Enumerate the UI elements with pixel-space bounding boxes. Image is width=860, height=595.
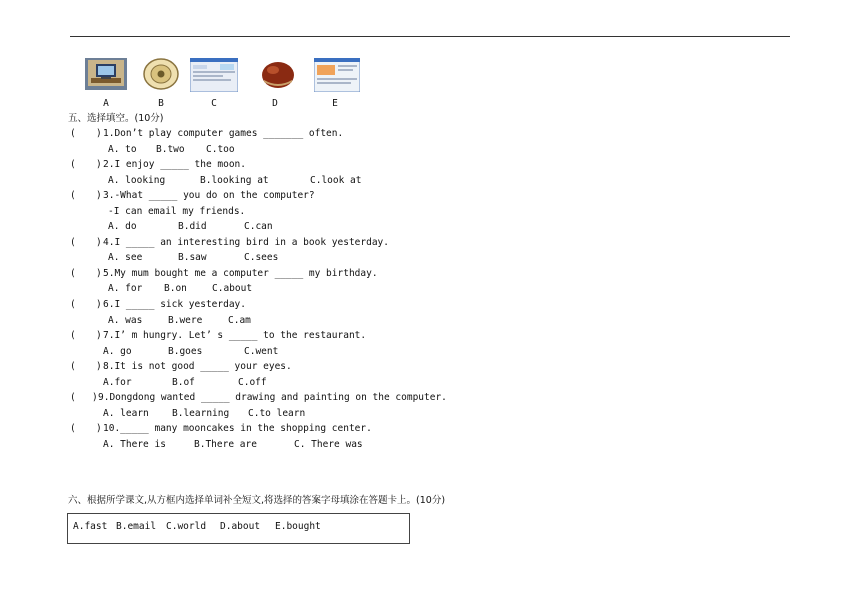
- option-c: C.to learn: [248, 408, 306, 419]
- option-c: C.can: [244, 221, 273, 232]
- answer-paren-close: ): [92, 392, 98, 403]
- answer-paren-open: (: [70, 330, 76, 341]
- answer-paren-close: ): [96, 128, 102, 139]
- option-b: B.goes: [168, 346, 203, 357]
- word-bank-box: [67, 513, 410, 544]
- mooncake-icon: [142, 58, 180, 93]
- option-a: A. looking: [108, 175, 166, 186]
- option-b: B.There are: [194, 439, 257, 450]
- option-c: C.went: [244, 346, 279, 357]
- question-stem-line2: -I can email my friends.: [108, 206, 246, 217]
- question-stem: 5.My mum bought me a computer _____ my birthday.: [103, 268, 378, 279]
- question-stem: 2.I enjoy _____ the moon.: [103, 159, 246, 170]
- word-option: B.email: [116, 521, 157, 532]
- section6-title: 六、根据所学课文,从方框内选择单词补全短文,将选择的答案字母填涂在答题卡上。(10分): [68, 495, 446, 506]
- picture-letter-c: C: [211, 98, 217, 109]
- header-rule: [70, 36, 790, 37]
- option-a: A. go: [103, 346, 132, 357]
- web-page-icon: [190, 58, 238, 95]
- option-a: A.for: [103, 377, 132, 388]
- option-c: C.look at: [310, 175, 362, 186]
- option-c: C. There was: [294, 439, 363, 450]
- option-a: A. to: [108, 144, 137, 155]
- option-a: A. see: [108, 252, 143, 263]
- option-c: C.about: [212, 283, 253, 294]
- answer-paren-open: (: [70, 159, 76, 170]
- answer-paren-open: (: [70, 128, 76, 139]
- option-b: B.on: [164, 283, 187, 294]
- option-b: B.looking at: [200, 175, 269, 186]
- answer-paren-open: (: [70, 190, 76, 201]
- answer-paren-close: ): [96, 237, 102, 248]
- question-stem: 8.It is not good _____ your eyes.: [103, 361, 292, 372]
- option-b: B.of: [172, 377, 195, 388]
- word-option: A.fast: [73, 521, 108, 532]
- option-b: B.two: [156, 144, 185, 155]
- option-c: C.too: [206, 144, 235, 155]
- option-b: B.did: [178, 221, 207, 232]
- answer-paren-open: (: [70, 268, 76, 279]
- answer-paren-close: ): [96, 423, 102, 434]
- answer-paren-open: (: [70, 361, 76, 372]
- question-stem: 3.-What _____ you do on the computer?: [103, 190, 315, 201]
- picture-letter-a: A: [103, 98, 109, 109]
- picture-letter-b: B: [158, 98, 164, 109]
- answer-paren-open: (: [70, 299, 76, 310]
- picture-letter-d: D: [272, 98, 278, 109]
- chestnut-icon: [260, 58, 296, 93]
- word-option: E.bought: [275, 521, 321, 532]
- computer-desk-icon: [85, 58, 127, 93]
- section5-title: 五、选择填空。(10分): [68, 113, 164, 124]
- question-stem: 4.I _____ an interesting bird in a book yesterday.: [103, 237, 389, 248]
- answer-paren-open: (: [70, 423, 76, 434]
- question-stem: 10._____ many mooncakes in the shopping center.: [103, 423, 372, 434]
- option-b: B.saw: [178, 252, 207, 263]
- answer-paren-close: ): [96, 190, 102, 201]
- word-option: C.world: [166, 521, 207, 532]
- answer-paren-close: ): [96, 330, 102, 341]
- option-a: A. for: [108, 283, 143, 294]
- picture-letter-e: E: [332, 98, 338, 109]
- question-stem: 9.Dongdong wanted _____ drawing and painting on the computer.: [98, 392, 447, 403]
- web-page-icon: [314, 58, 360, 95]
- option-c: C.am: [228, 315, 251, 326]
- answer-paren-close: ): [96, 268, 102, 279]
- option-a: A. do: [108, 221, 137, 232]
- answer-paren-close: ): [96, 159, 102, 170]
- answer-paren-open: (: [70, 237, 76, 248]
- option-c: C.sees: [244, 252, 279, 263]
- option-b: B.learning: [172, 408, 230, 419]
- option-a: A. There is: [103, 439, 166, 450]
- answer-paren-close: ): [96, 299, 102, 310]
- word-option: D.about: [220, 521, 261, 532]
- option-c: C.off: [238, 377, 267, 388]
- answer-paren-close: ): [96, 361, 102, 372]
- question-stem: 7.I’ m hungry. Let’ s _____ to the restaurant.: [103, 330, 367, 341]
- option-a: A. was: [108, 315, 143, 326]
- option-b: B.were: [168, 315, 203, 326]
- question-stem: 1.Don’t play computer games _______ often.: [103, 128, 344, 139]
- question-stem: 6.I _____ sick yesterday.: [103, 299, 246, 310]
- answer-paren-open: (: [70, 392, 76, 403]
- option-a: A. learn: [103, 408, 149, 419]
